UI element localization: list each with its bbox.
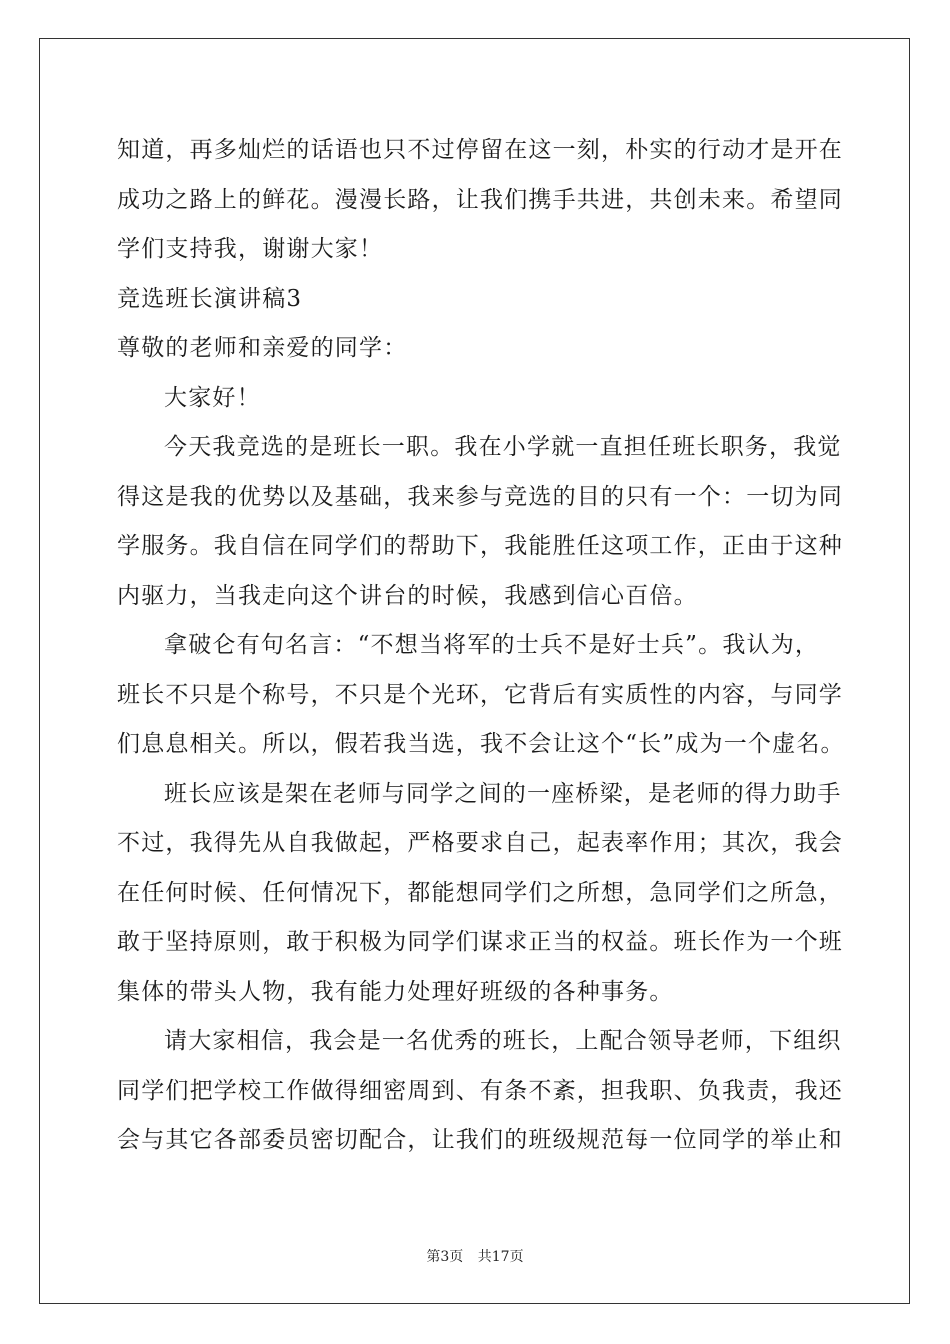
text-line: 今天我竞选的是班长一职。我在小学就一直担任班长职务，我觉: [164, 434, 842, 460]
text-line: 请大家相信，我会是一名优秀的班长，上配合领导老师，下组织: [164, 1028, 842, 1054]
text-line: 大家好！: [164, 384, 261, 411]
text-line: 拿破仑有句名言：“不想当将军的士兵不是好士兵”。我认为，: [164, 632, 820, 658]
text-line: 会与其它各部委员密切配合，让我们的班级规范每一位同学的举止和: [117, 1127, 843, 1153]
text-line: 尊敬的老师和亲爱的同学：: [117, 335, 408, 361]
text-line: 成功之路上的鲜花。漫漫长路，让我们携手共进，共创未来。希望同: [117, 186, 843, 213]
text-line: 学们支持我，谢谢大家！: [117, 236, 384, 262]
text-line: 们息息相关。所以，假若我当选，我不会让这个“长”成为一个虚名。: [117, 731, 845, 757]
text-line: 班长不只是个称号，不只是个光环，它背后有实质性的内容，与同学: [117, 681, 843, 708]
current-page-number: 第3页: [426, 1249, 464, 1265]
text-line: 得这是我的优势以及基础，我来参与竞选的目的只有一个：一切为同: [117, 483, 843, 510]
text-line: 敢于坚持原则，敢于积极为同学们谋求正当的权益。班长作为一个班: [117, 929, 843, 955]
text-line: 在任何时候、任何情况下，都能想同学们之所想，急同学们之所急，: [117, 879, 843, 906]
text-line: 班长应该是架在老师与同学之间的一座桥梁，是老师的得力助手: [164, 780, 842, 807]
text-line: 知道，再多灿烂的话语也只不过停留在这一刻，朴实的行动才是开在: [117, 137, 843, 163]
text-line: 集体的带头人物，我有能力处理好班级的各种事务。: [117, 978, 674, 1005]
page-footer: [0, 1246, 950, 1266]
text-line: 内驱力，当我走向这个讲台的时候，我感到信心百倍。: [117, 582, 698, 609]
total-pages: 共17页: [477, 1249, 524, 1265]
text-line: 同学们把学校工作做得细密周到、有条不紊，担我职、负我责，我还: [117, 1077, 843, 1104]
document-body: [117, 126, 845, 1166]
text-line: 竞选班长演讲稿3: [117, 285, 303, 312]
text-line: 学服务。我自信在同学们的帮助下，我能胜任这项工作，正由于这种: [117, 533, 843, 559]
text-line: 不过，我得先从自我做起，严格要求自己，起表率作用；其次，我会: [117, 830, 843, 856]
